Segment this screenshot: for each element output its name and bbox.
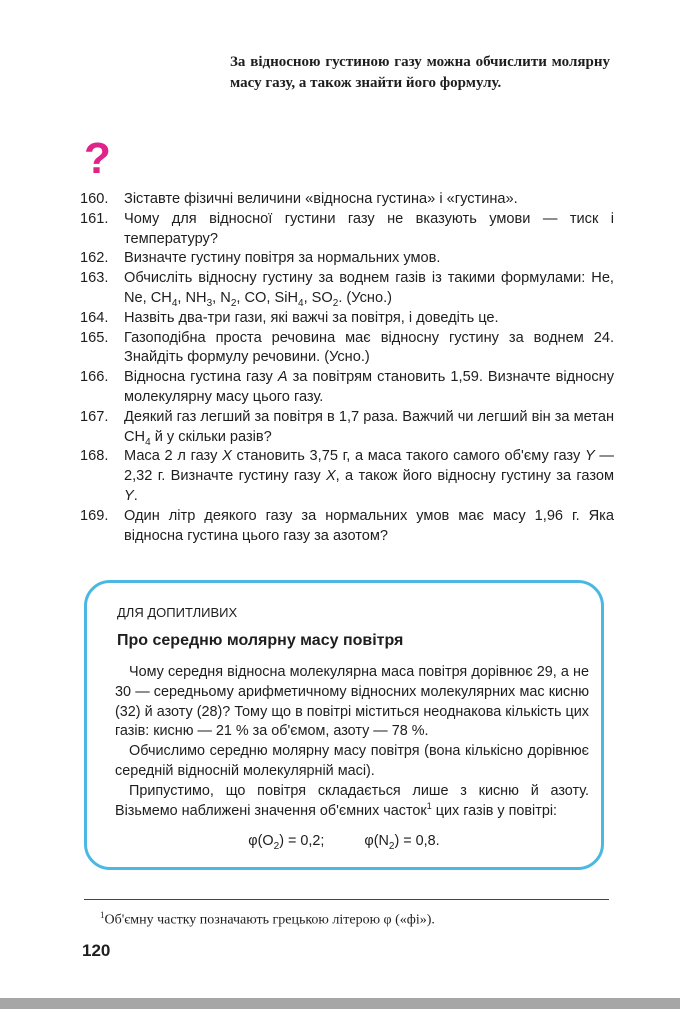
question-mark-icon: ? — [84, 134, 111, 183]
intro-statement: За відносною густиною газу можна обчислити молярну масу газу, а також знайти його формулу. — [230, 54, 610, 91]
box-title: Про середню молярну масу повітря — [117, 632, 404, 649]
question-item — [80, 309, 614, 329]
formula-oxygen: $\varphi(O_2) = 0,2$; — [248, 833, 325, 852]
question-item — [80, 249, 614, 269]
question-item — [80, 190, 614, 210]
box-body — [115, 663, 589, 821]
question-text: Обчисліть відносну густину за воднем газів із такими формулами: He, Ne, $CH_4$, $NH_3$, $N_2$, CO, SiH$_4$, $SO_2$. (Усно.) — [124, 270, 614, 309]
question-item — [80, 329, 614, 369]
question-item — [80, 408, 614, 448]
question-number: 167. — [80, 408, 109, 425]
question-number: 165. — [80, 329, 109, 346]
box-paragraph: Чому середня відносна молекулярна маса повітря дорівнює 29, а не 30 — середньому арифметичному відносних молекулярних мас кисню (32) й азоту (28)? Тому що в повітрі міститься неоднакова кількість цих газів: кисню — 21 % за об'ємом, азоту — 78 %. — [115, 664, 589, 740]
question-number: 164. — [80, 309, 109, 326]
question-item — [80, 368, 614, 408]
question-text: Один літр деякого газу за нормальних умов має масу 1,96 г. Яка відносна густина цього газу за азотом? — [124, 507, 614, 544]
question-text: Газоподібна проста речовина має відносну густину за воднем 24. Знайдіть формулу речовини. (Усно.) — [124, 329, 614, 366]
question-item — [80, 210, 614, 250]
footnote-ref: 1 — [426, 800, 432, 811]
question-text: Маса 2 л газу X становить 3,75 г, а маса такого самого об'єму газу Y — 2,32 г. Визначте густину газу X, а також його відносну густину за газом Y. — [124, 448, 615, 504]
question-text: Відносна густина газу A за повітрям становить 1,59. Визначте відносну молекулярну масу цього газу. — [124, 369, 614, 405]
bottom-bar — [0, 998, 680, 1009]
curious-box — [84, 580, 604, 870]
formula-line — [87, 831, 601, 851]
question-text: Назвіть два-три гази, які важчі за повітря, і доведіть це. — [124, 309, 499, 326]
question-number: 160. — [80, 191, 109, 207]
question-number: 168. — [80, 448, 109, 465]
box-label: ДЛЯ ДОПИТЛИВИХ — [117, 605, 238, 620]
question-item — [80, 507, 614, 547]
footnote-divider — [84, 899, 609, 900]
question-list — [80, 190, 614, 546]
question-number: 162. — [80, 250, 109, 267]
question-number: 163. — [80, 270, 109, 287]
footnote: $^1$Об'ємну частку позначають грецькою літерою φ («фі»). — [100, 910, 435, 928]
question-text: Деякий газ легший за повітря в 1,7 раза. Важчий чи легший він за метан $CH_4$ й у скільки разів? — [124, 408, 614, 448]
box-paragraph: Припустимо, що повітря складається лише з кисню й азоту. Візьмемо наближені значення об'ємних часток$^1$ цих газів у повітрі: — [115, 782, 589, 819]
question-item — [80, 269, 614, 309]
question-text: Зіставте фізичні величини «відносна густина» і «густина». — [124, 191, 518, 207]
page-number: 120 — [82, 941, 111, 960]
question-number: 161. — [80, 210, 109, 227]
question-number: 166. — [80, 369, 109, 386]
question-text: Визначте густину повітря за нормальних умов. — [124, 250, 441, 267]
question-text: Чому для відносної густини газу не вказують умови — тиск і температуру? — [124, 210, 614, 247]
box-paragraph: Обчислимо середню молярну масу повітря (вона кількісно дорівнює середній відносній молекулярній масі). — [115, 743, 589, 779]
formula-nitrogen: $\varphi(N_2) = 0,8$. — [364, 833, 440, 852]
question-item — [80, 447, 614, 506]
question-number: 169. — [80, 507, 109, 524]
